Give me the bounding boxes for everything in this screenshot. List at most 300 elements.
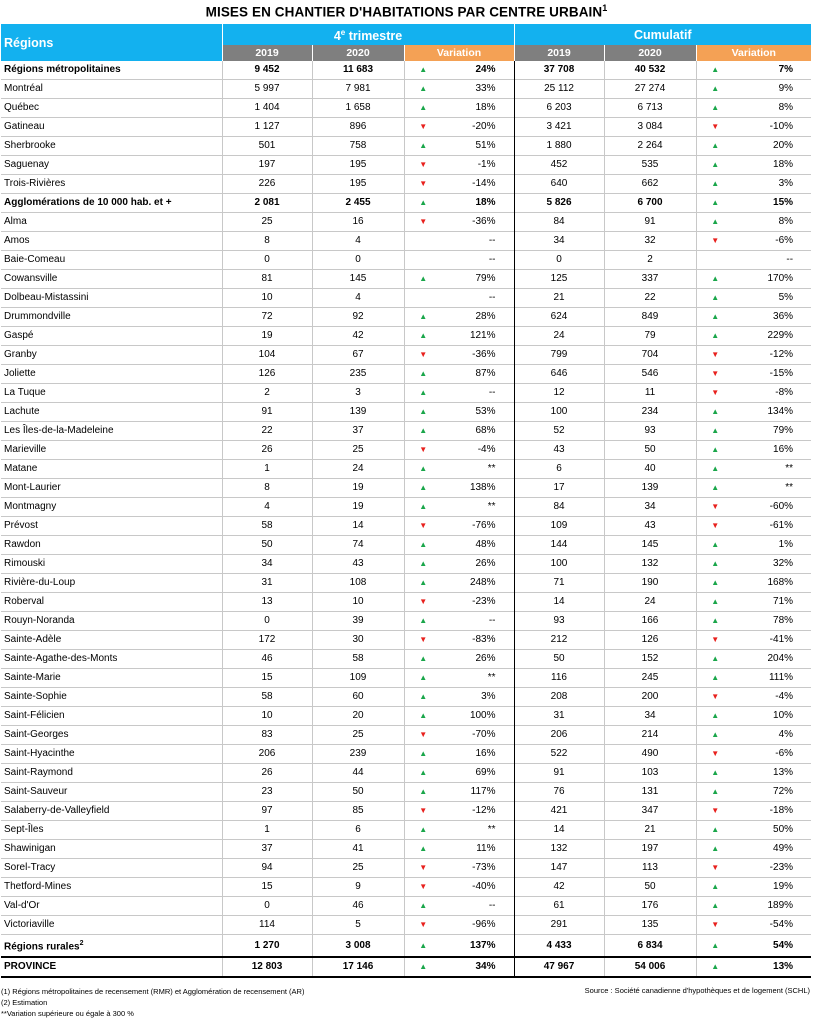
arrow-cell (404, 251, 442, 270)
region-name-text: Trois-Rivières (4, 178, 66, 190)
q4-variation-value: -1% (477, 159, 496, 171)
table-row (1, 688, 811, 707)
arrow-up-icon: ▲ (404, 783, 442, 802)
table-row (1, 631, 811, 650)
q4-variation-value: -40% (472, 881, 496, 893)
arrow-up-icon: ▲ (404, 821, 442, 840)
region-name (1, 631, 222, 650)
region-name (1, 213, 222, 232)
arrow-up-icon: ▲ (404, 707, 442, 726)
arrow-up-icon: ▲ (404, 80, 442, 99)
q4-2019-value: 81 (222, 270, 312, 289)
region-name-text: Thetford-Mines (4, 881, 72, 893)
cumul-variation-value: -23% (769, 862, 794, 874)
q4-2020-value: 7 981 (312, 80, 404, 99)
arrow-up-icon: ▲ (404, 365, 442, 384)
cumul-2019-value: 116 (514, 669, 604, 688)
arrow-up-icon: ▲ (404, 498, 442, 517)
table-row (1, 289, 811, 308)
q4-2020-value: 108 (312, 574, 404, 593)
table-row (1, 156, 811, 175)
region-name-text: Régions rurales (4, 941, 80, 953)
arrow-down-icon: ▼ (696, 802, 734, 821)
q4-variation-value: -14% (472, 178, 496, 190)
q4-2019-value: 26 (222, 441, 312, 460)
cumul-variation-value: 111% (768, 672, 794, 684)
cumul-variation-value: 5% (778, 292, 794, 304)
cumul-2019-value: 291 (514, 916, 604, 935)
q4-2019-header: 2019 (222, 45, 312, 61)
region-name-text: Les Îles-de-la-Madeleine (4, 425, 114, 437)
cumul-2019-value: 14 (514, 821, 604, 840)
q4-2019-value: 206 (222, 745, 312, 764)
cumul-2020-value: 132 (604, 555, 696, 574)
region-name-text: Val-d'Or (4, 900, 40, 912)
region-name (1, 479, 222, 498)
table-row (1, 213, 811, 232)
table-body (1, 61, 811, 977)
region-name (1, 536, 222, 555)
cumul-2019-value: 452 (514, 156, 604, 175)
arrow-up-icon: ▲ (696, 726, 734, 745)
table-row (1, 745, 811, 764)
region-name-text: Drummondville (4, 311, 71, 323)
q4-2020-value: 109 (312, 669, 404, 688)
region-name (1, 935, 222, 958)
cumul-variation-value: 32% (773, 558, 794, 570)
cumul-2020-value: 2 (604, 251, 696, 270)
q4-2020-value: 43 (312, 555, 404, 574)
cumul-2019-value: 91 (514, 764, 604, 783)
cumul-variation-value: 7% (778, 64, 794, 76)
arrow-up-icon: ▲ (404, 840, 442, 859)
q4-variation-value: -36% (472, 216, 496, 228)
q4-variation-value: 34% (475, 961, 496, 973)
q4-2020-value: 4 (312, 289, 404, 308)
arrow-down-icon: ▼ (404, 118, 442, 137)
cumul-variation-value: -10% (769, 121, 794, 133)
region-name-text: PROVINCE (4, 961, 57, 973)
q4-variation-value: ** (487, 501, 496, 513)
q4-2019-value: 126 (222, 365, 312, 384)
q4-2020-value: 85 (312, 802, 404, 821)
table-row (1, 878, 811, 897)
arrow-down-icon: ▼ (696, 688, 734, 707)
arrow-down-icon: ▼ (696, 365, 734, 384)
region-name (1, 783, 222, 802)
q4-variation-value: 137% (469, 939, 496, 951)
arrow-up-icon: ▲ (404, 669, 442, 688)
q4-2020-value: 9 (312, 878, 404, 897)
cumul-2019-value: 71 (514, 574, 604, 593)
region-name (1, 441, 222, 460)
cumul-2020-value: 152 (604, 650, 696, 669)
arrow-up-icon: ▲ (696, 289, 734, 308)
region-name (1, 137, 222, 156)
region-name-text: Sainte-Sophie (4, 691, 67, 703)
cumul-2020-value: 40 (604, 460, 696, 479)
cumul-variation-value: -18% (769, 805, 794, 817)
arrow-up-icon: ▲ (404, 137, 442, 156)
q4-2019-value: 2 (222, 384, 312, 403)
cumul-variation-value: 204% (767, 653, 794, 665)
cumul-2019-value: 100 (514, 403, 604, 422)
q4-2020-value: 46 (312, 897, 404, 916)
cumul-variation-value: 1% (778, 539, 794, 551)
arrow-up-icon: ▲ (404, 308, 442, 327)
arrow-up-icon: ▲ (404, 194, 442, 213)
cumul-2020-value: 6 700 (604, 194, 696, 213)
q4-2020-value: 25 (312, 441, 404, 460)
arrow-down-icon: ▼ (696, 631, 734, 650)
arrow-up-icon: ▲ (696, 707, 734, 726)
q4-2020-value: 92 (312, 308, 404, 327)
arrow-up-icon: ▲ (696, 422, 734, 441)
arrow-up-icon: ▲ (696, 821, 734, 840)
region-name (1, 840, 222, 859)
table-row (1, 80, 811, 99)
cumulative-header: Cumulatif (514, 24, 811, 45)
cumul-2019-value: 6 (514, 460, 604, 479)
footnotes (1, 986, 304, 1019)
arrow-up-icon: ▲ (696, 61, 734, 80)
arrow-up-icon: ▲ (696, 327, 734, 346)
q4-2019-value: 0 (222, 251, 312, 270)
arrow-up-icon: ▲ (696, 935, 734, 958)
region-name-text: Rimouski (4, 558, 46, 570)
cumul-variation-value: 18% (773, 159, 794, 171)
cumul-2020-value: 27 274 (604, 80, 696, 99)
q4-2020-value: 1 658 (312, 99, 404, 118)
q4-2019-value: 19 (222, 327, 312, 346)
q4-variation-value: 117% (470, 786, 496, 798)
q4-2019-value: 26 (222, 764, 312, 783)
cumul-variation-value: 229% (767, 330, 794, 342)
arrow-up-icon: ▲ (696, 270, 734, 289)
q4-variation-value: -- (488, 292, 496, 304)
region-name-text: Sainte-Marie (4, 672, 61, 684)
cumul-2020-value: 6 834 (604, 935, 696, 958)
q4-2020-value: 58 (312, 650, 404, 669)
q4-2020-value: 30 (312, 631, 404, 650)
q4-variation-value: 18% (475, 197, 496, 209)
table-row (1, 327, 811, 346)
q4-variation-value: -36% (472, 349, 496, 361)
arrow-up-icon: ▲ (696, 536, 734, 555)
arrow-down-icon: ▼ (404, 802, 442, 821)
arrow-down-icon: ▼ (696, 916, 734, 935)
q4-variation-value: 87% (475, 368, 496, 380)
region-name (1, 555, 222, 574)
q4-2019-value: 5 997 (222, 80, 312, 99)
region-name (1, 669, 222, 688)
q4-2020-value: 41 (312, 840, 404, 859)
arrow-up-icon: ▲ (696, 213, 734, 232)
q4-2020-value: 4 (312, 232, 404, 251)
region-name-text: Sept-Îles (4, 824, 44, 836)
cumul-2020-value: 139 (604, 479, 696, 498)
arrow-up-icon: ▲ (696, 650, 734, 669)
cumul-2020-value: 546 (604, 365, 696, 384)
q4-variation-value: -- (488, 387, 496, 399)
cumul-2020-value: 662 (604, 175, 696, 194)
cumul-2020-value: 337 (604, 270, 696, 289)
cumul-variation-value: -12% (769, 349, 794, 361)
table-row (1, 555, 811, 574)
q4-2020-value: 25 (312, 726, 404, 745)
q4-variation-value: 18% (475, 102, 496, 114)
q4-variation-value: 121% (469, 330, 496, 342)
cumul-2019-header: 2019 (514, 45, 604, 61)
region-name (1, 726, 222, 745)
cumul-variation-value: 8% (778, 216, 794, 228)
table-row (1, 365, 811, 384)
q4-variation-value: 100% (469, 710, 496, 722)
region-name (1, 422, 222, 441)
cumul-variation-value: 15% (773, 197, 794, 209)
q4-2020-value: 0 (312, 251, 404, 270)
arrow-up-icon: ▲ (696, 593, 734, 612)
region-name-text: Rouyn-Noranda (4, 615, 75, 627)
q4-2020-value: 16 (312, 213, 404, 232)
q4-2019-value: 15 (222, 878, 312, 897)
table-row (1, 821, 811, 840)
cumul-2019-value: 24 (514, 327, 604, 346)
q4-2019-value: 172 (222, 631, 312, 650)
cumul-variation-value: 54% (773, 939, 794, 951)
region-name-text: Gatineau (4, 121, 45, 133)
table-row (1, 308, 811, 327)
q4-2019-value: 50 (222, 536, 312, 555)
arrow-up-icon: ▲ (404, 897, 442, 916)
cumul-2020-value: 2 264 (604, 137, 696, 156)
cumul-2020-value: 34 (604, 707, 696, 726)
q4-2020-value: 19 (312, 498, 404, 517)
arrow-up-icon: ▲ (404, 935, 442, 958)
cumul-2019-value: 47 967 (514, 957, 604, 977)
q4-2019-value: 8 (222, 232, 312, 251)
q4-2020-value: 2 455 (312, 194, 404, 213)
q4-variation-value: -20% (472, 121, 496, 133)
table-row (1, 669, 811, 688)
region-name (1, 232, 222, 251)
table-row (1, 650, 811, 669)
cumul-2020-value: 34 (604, 498, 696, 517)
region-name-text: Mont-Laurier (4, 482, 61, 494)
q4-2019-value: 1 127 (222, 118, 312, 137)
cumul-variation-value: -54% (769, 919, 794, 931)
region-name-text: Joliette (4, 368, 36, 380)
q4-2020-value: 19 (312, 479, 404, 498)
cumul-2019-value: 6 203 (514, 99, 604, 118)
arrow-up-icon: ▲ (696, 441, 734, 460)
cumul-variation-value: -6% (775, 748, 794, 760)
q4-variation-value: -4% (477, 444, 496, 456)
table-row (1, 479, 811, 498)
table-row (1, 99, 811, 118)
q4-2019-value: 1 270 (222, 935, 312, 958)
cumul-variation-value: 20% (773, 140, 794, 152)
table-row (1, 764, 811, 783)
q4-variation-value: 53% (475, 406, 496, 418)
region-name-text: Roberval (4, 596, 45, 608)
cumul-variation-value: 49% (773, 843, 794, 855)
q4-2019-value: 8 (222, 479, 312, 498)
q4-2019-value: 25 (222, 213, 312, 232)
arrow-up-icon: ▲ (696, 555, 734, 574)
region-name (1, 593, 222, 612)
region-name (1, 346, 222, 365)
q4-2019-value: 12 803 (222, 957, 312, 977)
arrow-down-icon: ▼ (696, 745, 734, 764)
q4-variation-value: -70% (472, 729, 496, 741)
arrow-cell (696, 251, 734, 270)
region-name-text: Shawinigan (4, 843, 56, 855)
cumul-2019-value: 52 (514, 422, 604, 441)
table-row (1, 593, 811, 612)
cumul-variation-value: 170% (767, 273, 794, 285)
table-row (1, 536, 811, 555)
page-title: MISES EN CHANTIER D'HABITATIONS PAR CENTRE URBAIN$^1$ (205, 3, 608, 20)
cumul-2019-value: 76 (514, 783, 604, 802)
cumul-2019-value: 84 (514, 213, 604, 232)
arrow-down-icon: ▼ (404, 859, 442, 878)
cumul-2019-value: 212 (514, 631, 604, 650)
cumul-variation-value: 36% (773, 311, 794, 323)
region-name-text: Sainte-Agathe-des-Monts (4, 653, 118, 665)
q4-variation-value: 16% (475, 748, 496, 760)
cumul-2019-value: 522 (514, 745, 604, 764)
q4-2019-value: 37 (222, 840, 312, 859)
q4-variation-header: Variation (404, 45, 514, 61)
table-row (1, 384, 811, 403)
table-row (1, 840, 811, 859)
q4-variation-value: -- (488, 254, 496, 266)
arrow-up-icon: ▲ (404, 422, 442, 441)
cumul-2019-value: 208 (514, 688, 604, 707)
q4-header: 4e trimestre (222, 24, 514, 45)
region-name (1, 156, 222, 175)
region-name (1, 916, 222, 935)
cumul-2019-value: 100 (514, 555, 604, 574)
region-name (1, 308, 222, 327)
cumul-2019-value: 1 880 (514, 137, 604, 156)
cumul-variation-value: -41% (769, 634, 794, 646)
table-row (1, 498, 811, 517)
region-name-text: Prévost (4, 520, 38, 532)
table-row (1, 517, 811, 536)
arrow-down-icon: ▼ (404, 156, 442, 175)
table-row (1, 859, 811, 878)
q4-2019-value: 104 (222, 346, 312, 365)
arrow-up-icon: ▲ (404, 957, 442, 977)
q4-variation-value: 68% (475, 425, 496, 437)
arrow-up-icon: ▲ (696, 403, 734, 422)
q4-variation-value: 51% (475, 140, 496, 152)
arrow-down-icon: ▼ (404, 346, 442, 365)
cumul-variation-value: 10% (773, 710, 794, 722)
cumul-2019-value: 421 (514, 802, 604, 821)
arrow-cell (404, 289, 442, 308)
arrow-up-icon: ▲ (696, 957, 734, 977)
q4-variation-value: 24% (475, 64, 496, 76)
region-name (1, 764, 222, 783)
cumul-2019-value: 147 (514, 859, 604, 878)
arrow-up-icon: ▲ (404, 745, 442, 764)
region-name (1, 517, 222, 536)
arrow-up-icon: ▲ (404, 688, 442, 707)
q4-variation-value: -83% (472, 634, 496, 646)
arrow-up-icon: ▲ (404, 384, 442, 403)
region-name (1, 688, 222, 707)
cumul-variation-value: 4% (778, 729, 794, 741)
region-name (1, 498, 222, 517)
region-name-text: Alma (4, 216, 27, 228)
cumul-2019-value: 132 (514, 840, 604, 859)
cumul-2020-value: 704 (604, 346, 696, 365)
region-name (1, 384, 222, 403)
arrow-up-icon: ▲ (404, 536, 442, 555)
q4-2020-value: 235 (312, 365, 404, 384)
q4-variation-value: 26% (475, 558, 496, 570)
q4-2019-value: 58 (222, 688, 312, 707)
cumul-variation-value: 72% (773, 786, 794, 798)
q4-2019-value: 4 (222, 498, 312, 517)
table-row (1, 574, 811, 593)
q4-2019-value: 501 (222, 137, 312, 156)
table-row (1, 422, 811, 441)
cumul-variation-value: 168% (767, 577, 794, 589)
region-name (1, 574, 222, 593)
region-name (1, 957, 222, 977)
arrow-up-icon: ▲ (696, 137, 734, 156)
cumul-variation-value: 16% (773, 444, 794, 456)
arrow-up-icon: ▲ (696, 612, 734, 631)
region-name (1, 61, 222, 80)
region-name (1, 650, 222, 669)
arrow-up-icon: ▲ (696, 574, 734, 593)
arrow-up-icon: ▲ (696, 897, 734, 916)
table-row (1, 403, 811, 422)
q4-variation-value: ** (487, 463, 496, 475)
q4-variation-value: 248% (469, 577, 496, 589)
q4-2020-value: 50 (312, 783, 404, 802)
arrow-up-icon: ▲ (404, 612, 442, 631)
arrow-up-icon: ▲ (404, 61, 442, 80)
table-row (1, 61, 811, 80)
cumul-2020-value: 6 713 (604, 99, 696, 118)
q4-variation-value: -96% (472, 919, 496, 931)
arrow-up-icon: ▲ (404, 650, 442, 669)
arrow-up-icon: ▲ (404, 764, 442, 783)
region-name-text: Saguenay (4, 159, 50, 171)
q4-2019-value: 197 (222, 156, 312, 175)
cumul-variation-value: 71% (773, 596, 794, 608)
table-row (1, 118, 811, 137)
footnote-2: (2) Estimation (1, 998, 48, 1007)
region-name-text: Saint-Georges (4, 729, 69, 741)
footnote-1: (1) Régions métropolitaines de recensement (RMR) et Agglomération de recensement (AR) (1, 987, 305, 996)
q4-2020-value: 758 (312, 137, 404, 156)
cumul-2020-value: 214 (604, 726, 696, 745)
region-name (1, 612, 222, 631)
arrow-up-icon: ▲ (696, 878, 734, 897)
cumul-2020-value: 54 006 (604, 957, 696, 977)
cumul-2020-value: 131 (604, 783, 696, 802)
cumul-2020-value: 32 (604, 232, 696, 251)
cumul-2019-value: 17 (514, 479, 604, 498)
q4-2020-value: 11 683 (312, 61, 404, 80)
